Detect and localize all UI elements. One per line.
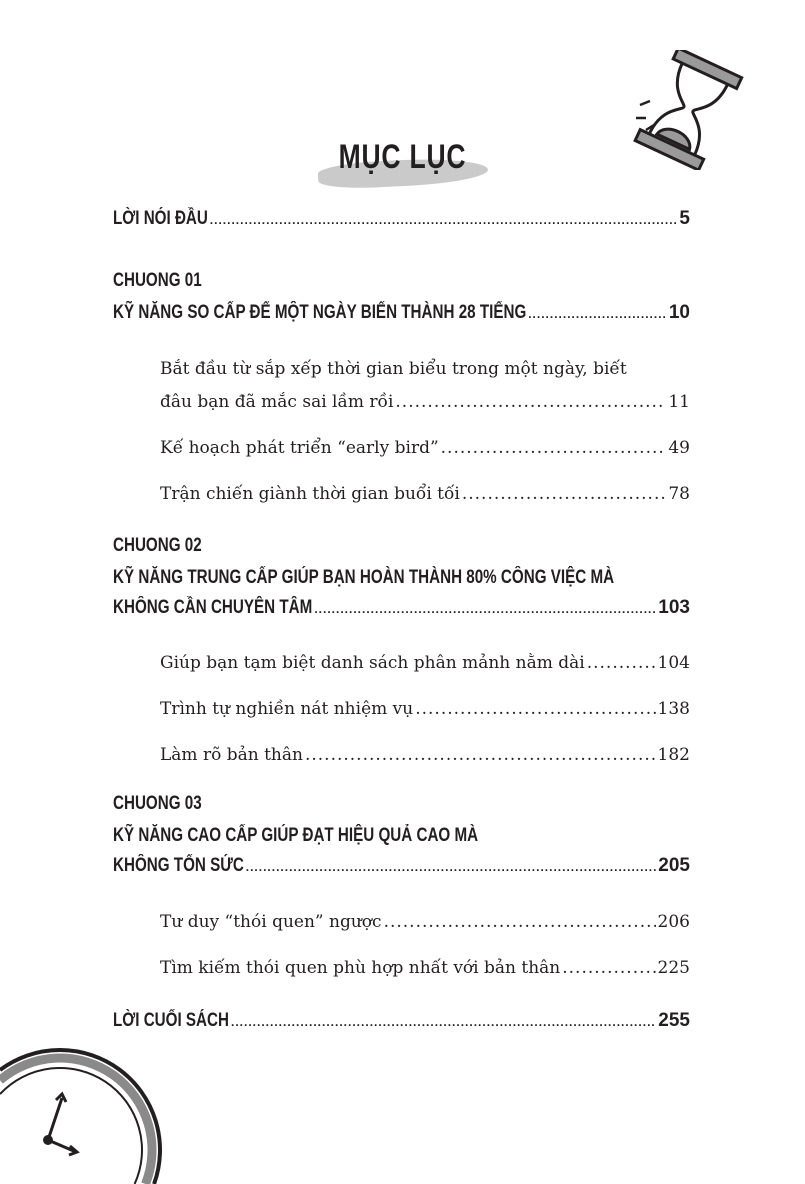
entry-title: LỜI CUỐI SÁCH — [113, 1010, 229, 1031]
entry-title: KHÔNG CẦN CHUYÊN TÂM — [113, 597, 313, 618]
page-number: 205 — [658, 855, 690, 876]
dot-leader — [395, 392, 666, 412]
dot-leader — [528, 302, 667, 324]
entry-title: Tìm kiếm thói quen phù hợp nhất với bản thân — [160, 958, 561, 978]
entry-title: CHUONG 03 — [113, 793, 202, 814]
toc-preface[interactable] — [113, 208, 690, 230]
page-title: MỤC LỤC — [338, 138, 467, 176]
page-number: 225 — [657, 958, 690, 978]
entry-title: Tư duy “thói quen” ngược — [160, 912, 382, 932]
section-entry[interactable] — [160, 958, 690, 978]
section-entry[interactable] — [160, 438, 690, 458]
entry-title: Bắt đầu từ sắp xếp thời gian biểu trong một ngày, biết — [160, 359, 627, 379]
page-number: 255 — [658, 1010, 690, 1031]
entry-title: Trình tự nghiền nát nhiệm vụ — [160, 699, 414, 719]
section-entry[interactable] — [160, 745, 690, 765]
section-entry[interactable] — [160, 484, 690, 504]
section-entry[interactable] — [160, 653, 690, 673]
section-entry — [160, 359, 690, 379]
chapter-title[interactable] — [113, 597, 690, 619]
page-number: 103 — [658, 597, 690, 618]
entry-title: KỸ NĂNG SO CẤP ĐỂ MỘT NGÀY BIẾN THÀNH 28 TIẾNG — [113, 302, 527, 323]
chapter-title — [113, 825, 690, 847]
entry-title: Giúp bạn tạm biệt danh sách phân mảnh nằm dài — [160, 653, 585, 673]
page-number: 206 — [657, 912, 690, 932]
section-entry[interactable] — [160, 392, 690, 412]
dot-leader — [231, 1010, 656, 1032]
entry-title: KỸ NĂNG CAO CẤP GIÚP ĐẠT HIỆU QUẢ CAO MÀ — [113, 825, 479, 846]
entry-title: KHÔNG TỐN SỨC — [113, 855, 244, 876]
entry-title: Trận chiến giành thời gian buổi tối — [160, 484, 460, 504]
dot-leader — [210, 208, 678, 230]
toc-afterword[interactable] — [113, 1010, 690, 1032]
page-number: 78 — [668, 484, 690, 504]
page-number: 5 — [679, 208, 690, 229]
dot-leader — [587, 653, 656, 673]
entry-title: CHUONG 01 — [113, 270, 202, 291]
entry-title: KỸ NĂNG TRUNG CẤP GIÚP BẠN HOÀN THÀNH 80% CÔNG VIỆC MÀ — [113, 567, 615, 588]
dot-leader — [305, 745, 656, 765]
page-number: 10 — [668, 302, 690, 323]
dot-leader — [441, 438, 667, 458]
chapter-title — [113, 567, 690, 589]
clock-icon — [0, 1040, 170, 1184]
section-entry[interactable] — [160, 699, 690, 719]
entry-title: đâu bạn đã mắc sai lầm rồi — [160, 392, 394, 412]
page-number: 49 — [668, 438, 690, 458]
dot-leader — [246, 855, 657, 877]
entry-title: LỜI NÓI ĐẦU — [113, 208, 208, 229]
dot-leader — [562, 958, 655, 978]
entry-title: Kế hoạch phát triển “early bird” — [160, 438, 439, 458]
dot-leader — [384, 912, 656, 932]
page-number: 104 — [657, 653, 690, 673]
page-number: 11 — [668, 392, 690, 412]
page-number: 138 — [657, 699, 690, 719]
chapter-number — [113, 793, 690, 815]
chapter-title[interactable] — [113, 855, 690, 877]
dot-leader — [314, 597, 656, 619]
chapter-number — [113, 535, 690, 557]
dot-leader — [415, 699, 655, 719]
page-number: 182 — [657, 745, 690, 765]
chapter-title[interactable] — [113, 302, 690, 324]
section-entry[interactable] — [160, 912, 690, 932]
entry-title: CHUONG 02 — [113, 535, 202, 556]
chapter-number — [113, 270, 690, 292]
dot-leader — [462, 484, 667, 504]
entry-title: Làm rõ bản thân — [160, 745, 303, 765]
